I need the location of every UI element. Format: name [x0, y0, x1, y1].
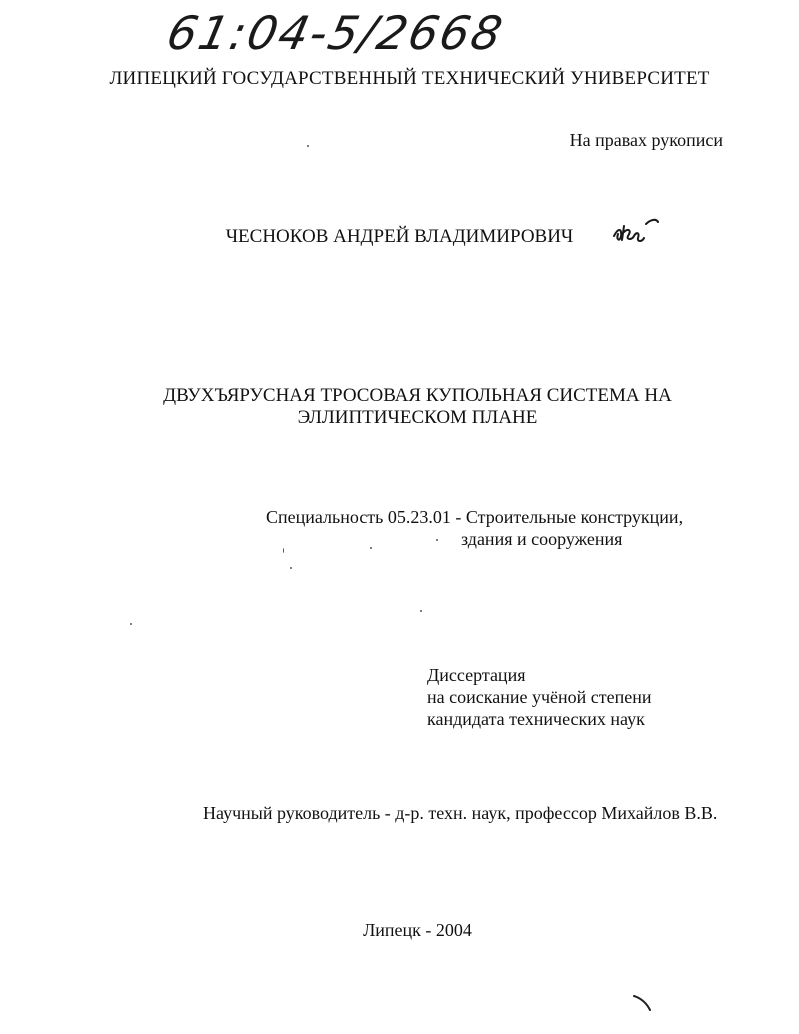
scan-mark-icon: [632, 992, 654, 1014]
university-name: ЛИПЕЦКИЙ ГОСУДАРСТВЕННЫЙ ТЕХНИЧЕСКИЙ УНИВЕРСИТЕТ: [109, 68, 710, 89]
rights-note: На правах рукописи: [569, 130, 723, 150]
scan-speck: [420, 610, 422, 612]
scan-speck: [436, 539, 438, 541]
city-year: Липецк - 2004: [363, 920, 472, 940]
degree-line-1: Диссертация: [427, 665, 526, 685]
handwritten-archive-number: 61:04-5/2668: [162, 6, 509, 60]
title-line-1: ДВУХЪЯРУСНАЯ ТРОСОВАЯ КУПОЛЬНАЯ СИСТЕМА НА: [163, 385, 672, 406]
degree-line-3: кандидата технических наук: [427, 709, 645, 729]
scan-speck: [290, 567, 292, 569]
title-line-2: ЭЛЛИПТИЧЕСКОМ ПЛАНЕ: [297, 407, 538, 428]
specialty-block: [266, 506, 683, 550]
scan-speck: [130, 623, 132, 625]
specialty-line-1: Специальность 05.23.01 - Строительные конструкции,: [266, 507, 684, 527]
author-name: ЧЕСНОКОВ АНДРЕЙ ВЛАДИМИРОВИЧ: [225, 226, 574, 247]
degree-line-2: на соискание учёной степени: [427, 687, 652, 707]
scan-speck: [370, 547, 372, 549]
handwritten-signature-icon: [612, 214, 660, 248]
author-row: [0, 226, 799, 248]
scan-speck: [307, 145, 309, 147]
supervisor-line: Научный руководитель - д-р. техн. наук, профессор Михайлов В.В.: [203, 803, 718, 823]
dissertation-title: [0, 385, 799, 429]
specialty-line-2: здания и сооружения: [461, 529, 623, 549]
degree-block: [427, 664, 652, 730]
scan-speck: [283, 548, 284, 553]
